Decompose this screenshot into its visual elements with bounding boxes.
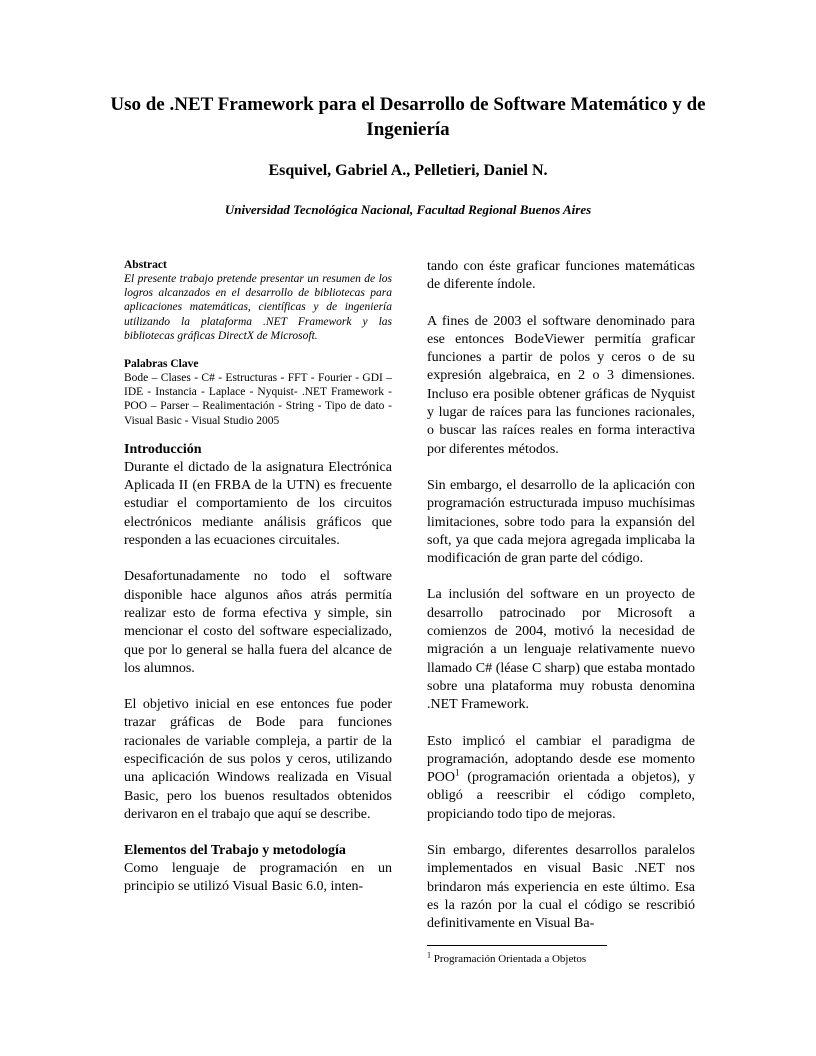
footnote-reference: 1 — [455, 767, 460, 778]
right-paragraph-5-end: (programación orientada a objetos), y obligó a reescribir el código completo, propiciando todo tipo de mejoras. — [427, 770, 695, 822]
keywords-heading: Palabras Clave — [124, 358, 199, 371]
methods-paragraph-1: Como lenguaje de programación en un principio se utilizó Visual Basic 6.0, inten- — [124, 861, 392, 895]
intro-paragraph-3: El objetivo inicial en ese entonces fue poder trazar gráficas de Bode para funciones racionales de variable compleja, a partir de la especificación de sus polos y ceros, utilizando una aplicación Windows realizada en Visual Basic, pero los buenos resultados obtenidos derivaron en el trabajo que aquí se describe. — [124, 697, 392, 822]
intro-paragraph-2: Desafortunadamente no todo el software disponible hace algunos años atrás permitía realizar esto de forma efectiva y simple, sin mencionar el costo del software especializado, que por lo general se halla fuera del alcance de los alumnos. — [124, 569, 392, 676]
paper-authors: Esquivel, Gabriel A., Pelletieri, Daniel N. — [268, 162, 548, 179]
intro-heading: Introducción — [124, 441, 202, 457]
right-paragraph-5 — [427, 733, 695, 824]
footnote-divider — [427, 945, 607, 946]
paper-affiliation: Universidad Tecnológica Nacional, Facultad Regional Buenos Aires — [224, 202, 592, 217]
right-paragraph-6: Sin embargo, diferentes desarrollos paralelos implementados en visual Basic .NET nos brindaron más experiencia en este último. Esa es la razón por la cual el código se rescribió definitivamente en Visual Ba- — [427, 843, 695, 932]
intro-paragraph-1: Durante el dictado de la asignatura Electrónica Aplicada II (en FRBA de la UTN) es frecuente estudiar el comportamiento de los circuitos electrónicos mediante análisis gráficos que responden a las ecuaciones circuitales. — [124, 459, 392, 549]
methods-heading: Elementos del Trabajo y metodología — [124, 843, 346, 859]
right-column — [427, 258, 695, 952]
abstract-heading: Abstract — [124, 259, 167, 271]
footnote-mark: 1 — [427, 950, 431, 960]
paper-title: Uso de .NET Framework para el Desarrollo de Software Matemático y de Ingeniería — [110, 94, 706, 140]
right-paragraph-2: A fines de 2003 el software denominado para ese entonces BodeViewer permitía graficar funciones a partir de polos y ceros o de su expresión algebraica, en 2 o 3 dimensiones. Incluso era posible obtener gráficas de Nyquist y lugar de raíces para las funciones racionales, o buscar las raíces reales en forma interactiva por diferentes métodos. — [427, 313, 695, 457]
abstract-text: El presente trabajo pretende presentar un resumen de los logros alcanzados en el desarrollo de bibliotecas para aplicaciones matemáticas, científicas y de ingeniería utilizando la plataforma .NET Framework y las bibliotecas gráficas DirectX de Microsoft. — [124, 273, 392, 342]
footnote — [427, 952, 727, 966]
right-paragraph-5-start: Esto implicó el cambiar el paradigma de programación, adoptando desde ese momento POO — [427, 733, 695, 786]
right-paragraph-3: Sin embargo, el desarrollo de la aplicación con programación estructurada impuso muchísimas limitaciones, sobre todo para la expansión del soft, ya que cada mejora agregada implicaba la modificación de gran parte del código. — [427, 477, 695, 567]
keywords-text: Bode – Clases - C# - Estructuras - FFT - Fourier - GDI – IDE - Instancia - Laplace - Nyquist- .NET Framework - POO – Parser – Realimentación - String - Tipo de dato - Visual Basic - Visual Studio 2005 — [124, 372, 392, 427]
left-column — [124, 258, 392, 897]
right-paragraph-4: La inclusión del software en un proyecto de desarrollo patrocinado por Microsoft a comienzos de 2004, motivó la necesidad de migración a un lenguaje relativamente nuevo llamado C# (léase C sharp) que estaba montado sobre una plataforma muy robusta denomina .NET Framework. — [427, 587, 695, 713]
right-paragraph-1: tando con éste graficar funciones matemáticas de diferente índole. — [427, 259, 695, 293]
footnote-text: Programación Orientada a Objetos — [431, 953, 587, 965]
